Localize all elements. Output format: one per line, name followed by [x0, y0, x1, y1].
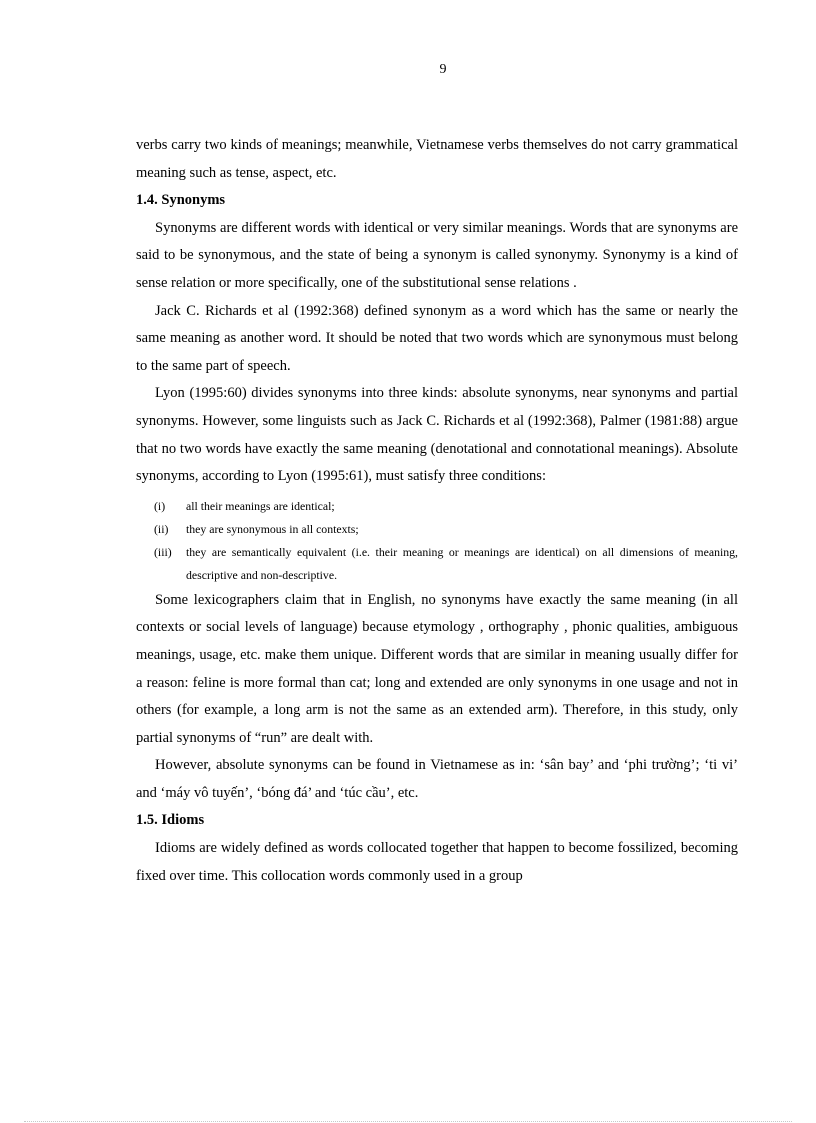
list-item-text: they are synonymous in all contexts; [186, 521, 359, 536]
section-heading-idioms: 1.5. Idioms [136, 812, 205, 829]
paragraph-richards-definition: Jack C. Richards et al (1992:368) defined synonym as a word which has the same or nearly the same meaning as another word. It should be noted that two words which are synonymous must belong to the same part of speech. [136, 302, 738, 374]
paragraph-lyon-kinds: Lyon (1995:60) divides synonyms into three kinds: absolute synonyms, near synonyms and partial synonyms. However, some linguists such as Jack C. Richards et al (1992:368), Palmer (1981:88) argue that no two words have exactly the same meaning (denotational and connotational meanings). Absolute synonyms, according to Lyon (1995:61), must satisfy three conditions: [136, 385, 738, 485]
paragraph-synonyms-definition: Synonyms are different words with identical or very similar meanings. Words that are synonyms are said to be synonymous, and the state of being a synonym is called synonymy. Synonymy is a kind of sense relation or more specifically, one of the substitutional sense relations . [136, 219, 738, 291]
document-body [136, 132, 738, 890]
list-item-number: (iii) [154, 544, 172, 559]
list-item-text: they are semantically equivalent (i.e. their meaning or meanings are identical) on all dimensions of meaning, descriptive and non-descriptive. [186, 544, 738, 582]
page-number: 9 [439, 62, 447, 77]
paragraph-vietnamese-synonyms: However, absolute synonyms can be found in Vietnamese as in: ‘sân bay’ and ‘phi trường’; ‘ti vi’ and ‘máy vô tuyến’, ‘bóng đá’ and ‘túc cầu’, etc. [136, 757, 738, 801]
list-item [136, 495, 738, 518]
conditions-list [136, 495, 738, 587]
page-bottom-divider [24, 1121, 792, 1122]
list-item [136, 541, 738, 587]
list-item-text: all their meanings are identical; [186, 498, 335, 513]
paragraph-idioms-definition: Idioms are widely defined as words collocated together that happen to become fossilized, becoming fixed over time. This collocation words commonly used in a group [136, 840, 738, 884]
paragraph-lexicographers: Some lexicographers claim that in English, no synonyms have exactly the same meaning (in all contexts or social levels of language) because etymology , orthography , phonic qualities, ambiguous meanings, usage, etc. make them unique. Different words that are similar in meaning usually differ for a reason: feline is more formal than cat; long and extended are only synonyms in one usage and not in others (for example, a long arm is not the same as an extended arm). Therefore, in this study, only partial synonyms of “run” are dealt with. [136, 591, 738, 746]
list-item [136, 518, 738, 541]
list-item-number: (i) [154, 498, 166, 513]
list-item-number: (ii) [154, 521, 169, 536]
paragraph-verbs-meaning: verbs carry two kinds of meanings; meanwhile, Vietnamese verbs themselves do not carry grammatical meaning such as tense, aspect, etc. [136, 137, 738, 181]
section-heading-synonyms: 1.4. Synonyms [136, 192, 226, 209]
